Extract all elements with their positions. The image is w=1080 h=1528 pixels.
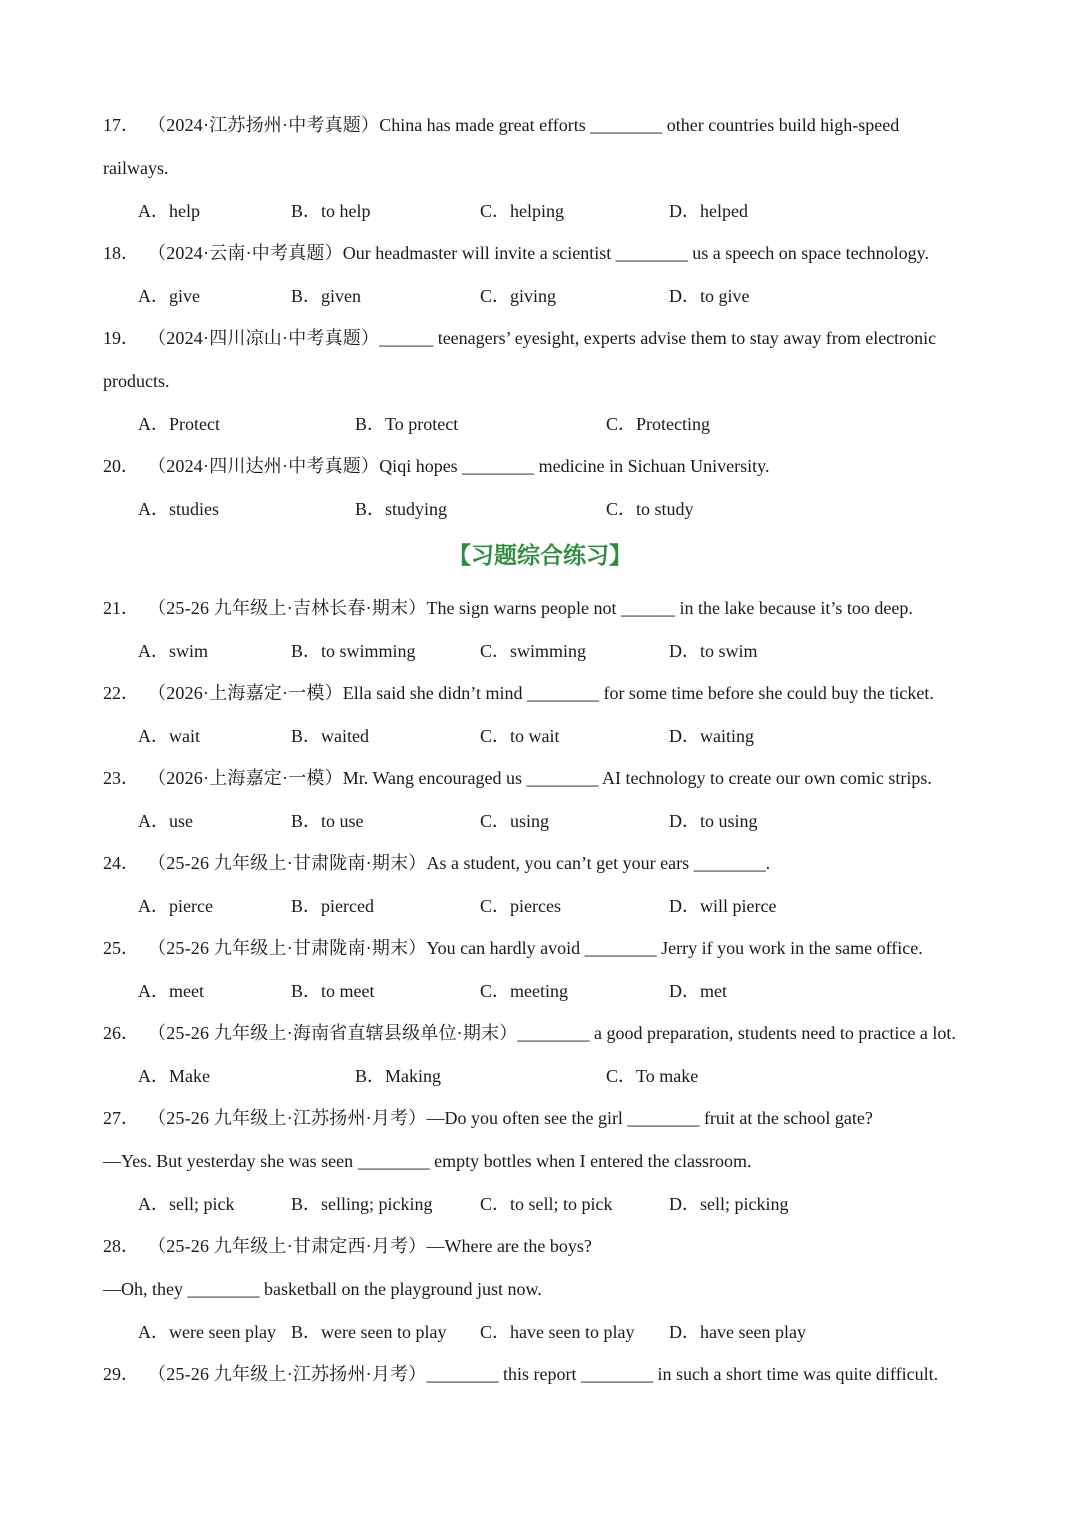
question-text: Ella said she didn’t mind ________ for some time before she could buy the ticket. <box>342 683 934 703</box>
section-title: 【习题综合练习】 <box>448 543 632 569</box>
question-text: The sign warns people not ______ in the lake because it’s too deep. <box>426 598 913 618</box>
option-b: B．to use <box>291 811 364 831</box>
question-source: （25-26 九年级上·海南省直辖县级单位·期末） <box>148 1023 518 1043</box>
question-source: （25-26 九年级上·甘肃陇南·期末） <box>148 938 427 958</box>
question-number: 18． <box>103 243 139 263</box>
question-source: （25-26 九年级上·江苏扬州·月考） <box>148 1364 427 1384</box>
question-text: ________ a good preparation, students need to practice a lot. <box>517 1023 956 1043</box>
option-a: A．help <box>138 201 200 221</box>
option-d: D．will pierce <box>669 896 777 916</box>
option-b: B．To protect <box>355 414 459 434</box>
question-21 <box>103 596 1040 620</box>
option-d: D．waiting <box>669 726 754 746</box>
question-text: Our headmaster will invite a scientist ________ us a speech on space technology. <box>342 243 929 263</box>
question-20 <box>103 454 1040 478</box>
question-19-continued: products. <box>103 371 170 391</box>
question-source: （2024·四川凉山·中考真题） <box>148 328 380 348</box>
question-number: 29． <box>103 1364 139 1384</box>
option-c: C．to wait <box>480 726 560 746</box>
option-a: A．were seen play <box>138 1322 276 1342</box>
question-source: （25-26 九年级上·吉林长春·期末） <box>148 598 427 618</box>
option-b: B．Making <box>355 1066 442 1086</box>
question-text: Mr. Wang encouraged us ________ AI technology to create our own comic strips. <box>342 768 932 788</box>
option-c: C．pierces <box>480 896 561 916</box>
option-d: D．helped <box>669 201 748 221</box>
option-c: C．swimming <box>480 641 587 661</box>
option-a: A．Protect <box>138 414 220 434</box>
question-source: （2026·上海嘉定·一模） <box>148 768 343 788</box>
question-28-continued: —Oh, they ________ basketball on the playground just now. <box>103 1279 542 1299</box>
question-text: —Where are the boys? <box>426 1236 592 1256</box>
question-number: 21． <box>103 598 139 618</box>
option-a: A．give <box>138 286 200 306</box>
question-number: 25． <box>103 938 139 958</box>
question-number: 22． <box>103 683 139 703</box>
question-number: 23． <box>103 768 139 788</box>
question-number: 28． <box>103 1236 139 1256</box>
question-22 <box>103 681 1040 705</box>
question-28 <box>103 1234 1040 1258</box>
option-b: B．waited <box>291 726 369 746</box>
option-d: D．met <box>669 981 727 1001</box>
question-text: China has made great efforts ________ other countries build high-speed <box>379 115 900 135</box>
question-number: 17． <box>103 115 139 135</box>
option-b: B．to meet <box>291 981 375 1001</box>
option-c: C．to sell; to pick <box>480 1194 613 1214</box>
option-b: B．given <box>291 286 361 306</box>
question-source: （25-26 九年级上·江苏扬州·月考） <box>148 1108 427 1128</box>
option-a: A．wait <box>138 726 200 746</box>
question-17 <box>103 113 1040 137</box>
option-d: D．have seen play <box>669 1322 806 1342</box>
question-text: Qiqi hopes ________ medicine in Sichuan University. <box>379 456 770 476</box>
option-b: B．pierced <box>291 896 374 916</box>
option-a: A．Make <box>138 1066 210 1086</box>
option-a: A．meet <box>138 981 204 1001</box>
option-c: C．Protecting <box>606 414 710 434</box>
option-a: A．sell; pick <box>138 1194 235 1214</box>
option-d: D．to swim <box>669 641 758 661</box>
option-d: D．to give <box>669 286 750 306</box>
question-number: 26． <box>103 1023 139 1043</box>
option-a: A．use <box>138 811 193 831</box>
question-number: 20． <box>103 456 139 476</box>
option-b: B．to swimming <box>291 641 416 661</box>
question-17-continued: railways. <box>103 158 169 178</box>
option-a: A．studies <box>138 499 219 519</box>
option-b: B．studying <box>355 499 448 519</box>
question-number: 24． <box>103 853 139 873</box>
question-number: 19． <box>103 328 139 348</box>
option-d: D．to using <box>669 811 758 831</box>
question-23 <box>103 766 1040 790</box>
option-c: C．meeting <box>480 981 568 1001</box>
question-text: As a student, you can’t get your ears ________. <box>426 853 771 873</box>
option-d: D．sell; picking <box>669 1194 789 1214</box>
question-19 <box>103 326 1040 350</box>
option-c: C．giving <box>480 286 557 306</box>
option-c: C．have seen to play <box>480 1322 635 1342</box>
question-27 <box>103 1106 1040 1130</box>
question-18 <box>103 241 1040 265</box>
option-c: C．helping <box>480 201 564 221</box>
option-a: A．swim <box>138 641 209 661</box>
question-25 <box>103 936 1040 960</box>
question-24 <box>103 851 1040 875</box>
question-text: ________ this report ________ in such a short time was quite difficult. <box>426 1364 939 1384</box>
option-b: B．were seen to play <box>291 1322 447 1342</box>
question-source: （2024·云南·中考真题） <box>148 243 343 263</box>
option-b: B．selling; picking <box>291 1194 433 1214</box>
question-27-continued: —Yes. But yesterday she was seen ________ empty bottles when I entered the classroom. <box>103 1151 752 1171</box>
question-26 <box>103 1021 1040 1045</box>
option-b: B．to help <box>291 201 371 221</box>
question-source: （2026·上海嘉定·一模） <box>148 683 343 703</box>
question-source: （25-26 九年级上·甘肃定西·月考） <box>148 1236 427 1256</box>
option-a: A．pierce <box>138 896 213 916</box>
question-text: ______ teenagers’ eyesight, experts advise them to stay away from electronic <box>379 328 937 348</box>
option-c: C．to study <box>606 499 694 519</box>
question-29 <box>103 1362 1040 1386</box>
option-c: C．using <box>480 811 550 831</box>
question-source: （2024·江苏扬州·中考真题） <box>148 115 380 135</box>
option-c: C．To make <box>606 1066 699 1086</box>
question-source: （2024·四川达州·中考真题） <box>148 456 380 476</box>
question-number: 27． <box>103 1108 139 1128</box>
question-text: —Do you often see the girl ________ fruit at the school gate? <box>426 1108 873 1128</box>
question-source: （25-26 九年级上·甘肃陇南·期末） <box>148 853 427 873</box>
question-text: You can hardly avoid ________ Jerry if you work in the same office. <box>426 938 923 958</box>
